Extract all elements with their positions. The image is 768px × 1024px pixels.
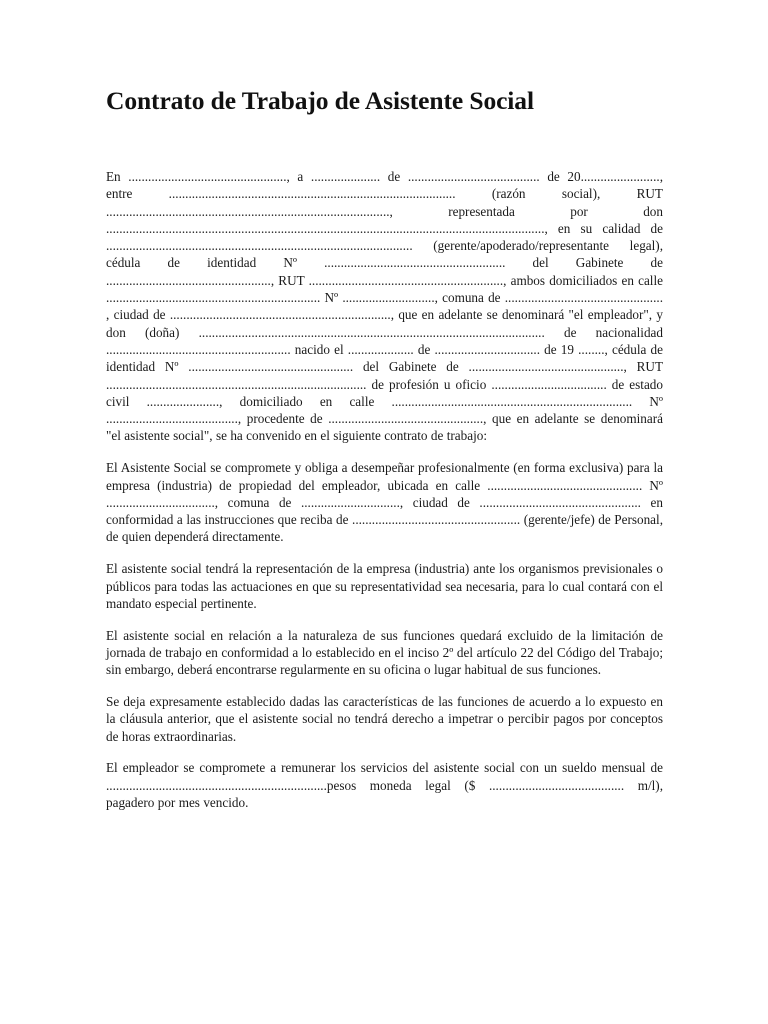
paragraph-clause-salary: El empleador se compromete a remunerar los servicios del asistente social con un sueldo mensual de ...................................................................pesos moneda legal ($ ......................................... m/l), pagadero por mes vencido. — [106, 760, 663, 810]
paragraph-clause-representation: El asistente social tendrá la representación de la empresa (industria) ante los organismos previsionales o públicos para todas las actuaciones en que su representatividad sea necesaria, para lo cual contará con el mandato especial pertinente. — [106, 561, 663, 611]
paragraph-clause-working-hours: El asistente social en relación a la naturaleza de sus funciones quedará excluido de la limitación de jornada de trabajo en conformidad a lo establecido en el inciso 2º del artículo 22 del Código del Trabajo; sin embargo, deberá encontrarse regularmente en su oficina o lugar habitual de sus funciones. — [106, 627, 663, 678]
paragraph-preamble: En ................................................, a ..................... de ........................................ de 20........................, entre ....................................................................................... (razón social), RUT ......................................................................................, representada por don ....................................................................................................................................., en su calidad de ............................................................................................. (gerente/apoderado/representante legal), cédula de identidad Nº ....................................................... del Gabinete de .................................................., RUT ..........................................................., ambos domiciliados en calle ................................................................. Nº ............................, comuna de ................................................ , ciudad de ..................................................................., que en adelante se denominará "el empleador", y don (doña) ......................................................................................................... de nacionalidad ........................................................ nacido el .................... de ................................ de 19 ........, cédula de identidad Nº .................................................. del Gabinete de ..............................................., RUT ............................................................................... de profesión u oficio ................................... de estado civil ......................, domiciliado en calle ......................................................................... Nº ........................................, procedente de ..............................................., que en adelante se denominará "el asistente social", se ha convenido en el siguiente contrato de trabajo: — [106, 169, 663, 444]
paragraph-clause-overtime: Se deja expresamente establecido dadas las características de las funciones de acuerdo a lo expuesto en la cláusula anterior, que el asistente social no tendrá derecho a impetrar o percibir pagos por conceptos de horas extraordinarias. — [106, 694, 663, 744]
document-body — [106, 86, 663, 811]
paragraph-clause-duties: El Asistente Social se compromete y obliga a desempeñar profesionalmente (en forma exclusiva) para la empresa (industria) de propiedad del empleador, ubicada en calle ............................................... Nº ................................., comuna de .............................., ciudad de ................................................. en conformidad a las instrucciones que reciba de ................................................... (gerente/jefe) de Personal, de quien dependerá directamente. — [106, 460, 663, 545]
page-title: Contrato de Trabajo de Asistente Social — [106, 86, 534, 115]
